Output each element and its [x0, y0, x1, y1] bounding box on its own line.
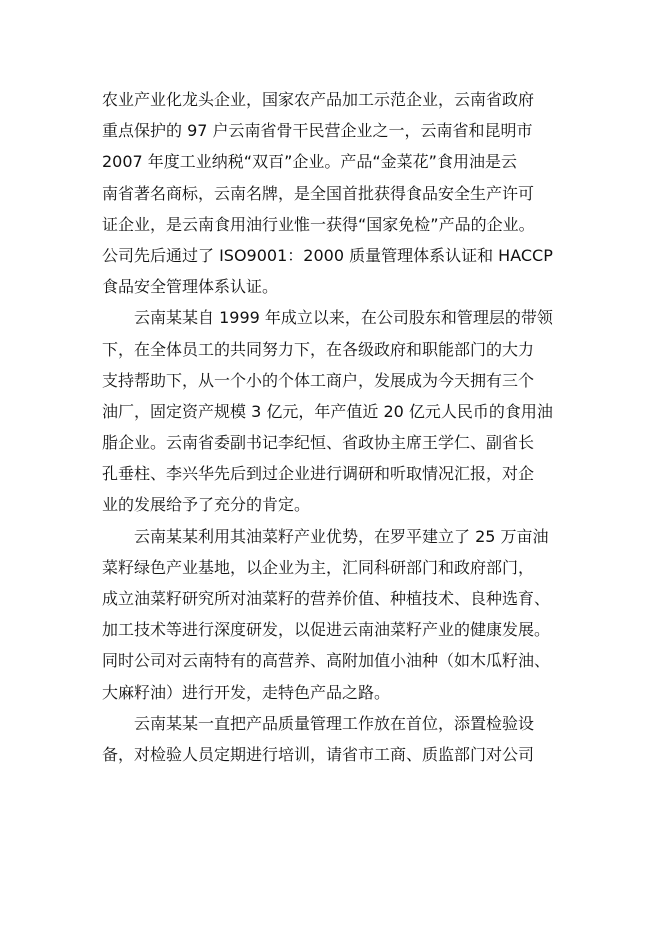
paragraph-line: 食品安全管理体系认证。	[102, 277, 279, 297]
paragraph-line: 油厂，固定资产规模 3 亿元，年产值近 20 亿元人民币的食用油	[102, 401, 553, 421]
paragraph-line: 2007 年度工业纳税“双百”企业。产品“金菜花”食用油是云	[102, 152, 517, 172]
paragraph-line: 支持帮助下，从一个小的个体工商户，发展成为今天拥有三个	[102, 370, 535, 390]
paragraph-line: 成立油菜籽研究所对油菜籽的营养价值、种植技术、良种选育、	[102, 589, 551, 608]
paragraph-line: 下，在全体员工的共同努力下，在各级政府和职能部门的大力	[102, 339, 535, 359]
paragraph-line: 菜籽绿色产业基地，以企业为主，汇同科研部门和政府部门，	[102, 557, 535, 577]
paragraph-3	[102, 521, 562, 708]
paragraph-line: 同时公司对云南特有的高营养、高附加值小油种（如木瓜籽油、	[102, 651, 551, 671]
paragraph-line: 业的发展给予了充分的肯定。	[102, 495, 311, 515]
paragraph-line: 云南某某一直把产品质量管理工作放在首位，添置检验设	[134, 713, 535, 733]
paragraph-line: 孔垂柱、李兴华先后到过企业进行调研和听取情况汇报，对企	[102, 464, 535, 484]
paragraph-line: 云南某某利用其油菜籽产业优势，在罗平建立了 25 万亩油	[134, 526, 549, 546]
paragraph-2	[102, 302, 562, 520]
paragraph-line: 云南某某自 1999 年成立以来，在公司股东和管理层的带领	[134, 308, 553, 328]
paragraph-line: 证企业，是云南食用油行业惟一获得“国家免检”产品的企业。	[102, 214, 535, 234]
paragraph-line: 南省著名商标，云南名牌，是全国首批获得食品安全生产许可	[102, 183, 535, 203]
paragraph-line: 公司先后通过了 ISO9001：2000 质量管理体系认证和 HACCP	[102, 245, 553, 265]
paragraph-line: 大麻籽油）进行开发，走特色产品之路。	[102, 682, 391, 702]
paragraph-1	[102, 84, 562, 302]
paragraph-line: 农业产业化龙头企业，国家农产品加工示范企业，云南省政府	[102, 90, 535, 109]
paragraph-line: 重点保护的 97 户云南省骨干民营企业之一，云南省和昆明市	[102, 121, 533, 141]
paragraph-line: 备，对检验人员定期进行培训，请省市工商、质监部门对公司	[102, 744, 535, 764]
paragraph-line: 脂企业。云南省委副书记李纪恒、省政协主席王学仁、副省长	[102, 433, 535, 453]
document-body	[102, 84, 562, 770]
paragraph-line: 加工技术等进行深度研发，以促进云南油菜籽产业的健康发展。	[102, 620, 551, 640]
paragraph-4	[102, 708, 562, 770]
